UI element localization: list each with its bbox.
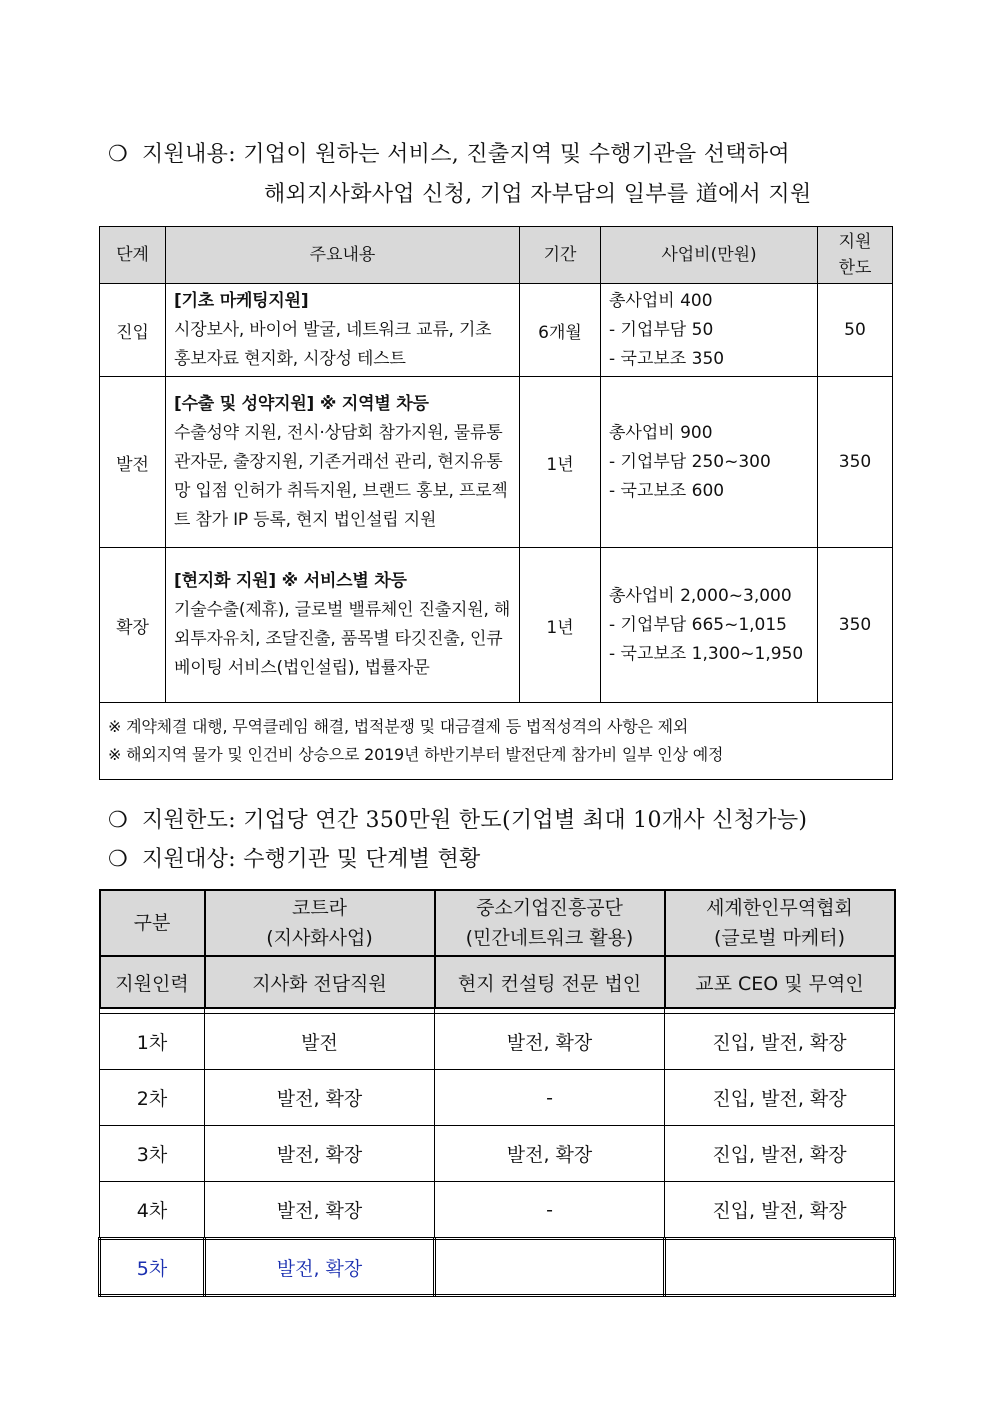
table-row xyxy=(100,377,893,548)
header-stage: 단계 xyxy=(100,227,166,284)
limit-cell: 50 xyxy=(818,284,893,377)
org-okta xyxy=(665,890,895,956)
content-cell xyxy=(166,377,520,548)
header-cost: 사업비(만원) xyxy=(601,227,818,284)
period-cell: 6개월 xyxy=(520,284,601,377)
cost-gov: - 국고보조 600 xyxy=(609,480,725,501)
period-cell: 1년 xyxy=(520,548,601,703)
content-text: 수출성약 지원, 전시·상담회 참가지원, 물류통관자문, 출장지원, 기존거래선 관리, 현지유통망 입점 인허가 취득지원, 브랜드 홍보, 프로젝트 참가 IP 등록, 현지 법인설립 지원 xyxy=(174,422,508,530)
header-limit: 지원 한도 xyxy=(818,227,893,284)
cost-total: 총사업비 2,000~3,000 xyxy=(609,585,792,606)
header-period: 기간 xyxy=(520,227,601,284)
table-row xyxy=(100,1070,895,1126)
round-cell: 5차 xyxy=(100,1239,205,1296)
notes-cell xyxy=(100,703,893,780)
note-line: ※ 계약체결 대행, 무역클레임 해결, 법적분쟁 및 대금결제 등 법적성격의 사항은 제외 xyxy=(108,717,689,736)
table-row xyxy=(100,1182,895,1239)
table-row xyxy=(100,548,893,703)
round-cell: 1차 xyxy=(100,1014,205,1070)
org-name: 코트라 xyxy=(291,897,348,919)
org-name: 중소기업진흥공단 xyxy=(476,897,623,919)
cost-cell xyxy=(601,284,818,377)
org-table xyxy=(98,889,896,1297)
cost-gov: - 국고보조 350 xyxy=(609,348,725,369)
staff-row xyxy=(100,956,895,1008)
stage-cell: 진입 xyxy=(100,284,166,377)
cost-company: - 기업부담 665~1,015 xyxy=(609,614,787,635)
kotra-cell: 발전 xyxy=(205,1014,435,1070)
sbc-cell: - xyxy=(435,1182,665,1239)
kotra-cell: 발전, 확장 xyxy=(205,1182,435,1239)
table-row xyxy=(100,1014,895,1070)
cost-total: 총사업비 900 xyxy=(609,422,713,443)
support-target-heading xyxy=(108,845,481,875)
kotra-cell: 발전, 확장 xyxy=(205,1239,435,1296)
sbc-cell: 발전, 확장 xyxy=(435,1014,665,1070)
staff-label: 지원인력 xyxy=(100,956,205,1008)
table-row xyxy=(100,284,893,377)
cost-company: - 기업부담 250~300 xyxy=(609,451,771,472)
round-cell: 3차 xyxy=(100,1126,205,1182)
notes-row xyxy=(100,703,893,780)
support-limit-text: 지원한도: 기업당 연간 350만원 한도(기업별 최대 10개사 신청가능) xyxy=(142,808,808,833)
header-content: 주요내용 xyxy=(166,227,520,284)
org-sub: (지사화사업) xyxy=(266,927,373,949)
staff-kotra: 지사화 전담직원 xyxy=(205,956,435,1008)
org-name: 세계한인무역협회 xyxy=(706,897,853,919)
period-cell: 1년 xyxy=(520,377,601,548)
okta-cell: 진입, 발전, 확장 xyxy=(665,1014,895,1070)
stage-cell: 발전 xyxy=(100,377,166,548)
okta-cell: 진입, 발전, 확장 xyxy=(665,1070,895,1126)
content-text: 기술수출(제휴), 글로벌 밸류체인 진출지원, 해외투자유치, 조달진출, 품목별 타깃진출, 인큐베이팅 서비스(법인설립), 법률자문 xyxy=(174,600,511,678)
table-row-highlight xyxy=(100,1239,895,1296)
limit-cell: 350 xyxy=(818,377,893,548)
kotra-cell: 발전, 확장 xyxy=(205,1126,435,1182)
stage-cell: 확장 xyxy=(100,548,166,703)
stage-table xyxy=(99,226,893,780)
kotra-cell: 발전, 확장 xyxy=(205,1070,435,1126)
table-row xyxy=(100,1126,895,1182)
okta-cell: 진입, 발전, 확장 xyxy=(665,1126,895,1182)
content-text: 시장보사, 바이어 발굴, 네트워크 교류, 기초 홍보자료 현지화, 시장성 테스트 xyxy=(174,319,492,369)
round-cell: 2차 xyxy=(100,1070,205,1126)
okta-cell: 진입, 발전, 확장 xyxy=(665,1182,895,1239)
org-sbc xyxy=(435,890,665,956)
content-cell xyxy=(166,284,520,377)
round-cell: 4차 xyxy=(100,1182,205,1239)
content-title: [수출 및 성약지원] ※ 지역별 차등 xyxy=(174,393,429,414)
circle-bullet-icon: ❍ xyxy=(108,847,129,872)
staff-sbc: 현지 컨설팅 전문 법인 xyxy=(435,956,665,1008)
org-header-row xyxy=(100,890,895,956)
org-sub: (글로벌 마케터) xyxy=(714,927,845,949)
org-sub: (민간네트워크 활용) xyxy=(465,927,634,949)
support-content-line2: 해외지사화사업 신청, 기업 자부담의 일부를 道에서 지원 xyxy=(264,182,812,207)
circle-bullet-icon: ❍ xyxy=(108,142,129,167)
cost-gov: - 국고보조 1,300~1,950 xyxy=(609,643,804,664)
support-content-line1: 지원내용: 기업이 원하는 서비스, 진출지역 및 수행기관을 선택하여 xyxy=(142,142,790,167)
okta-cell xyxy=(665,1239,895,1296)
org-kotra xyxy=(205,890,435,956)
support-content-heading xyxy=(108,140,790,170)
content-title: [현지화 지원] ※ 서비스별 차등 xyxy=(174,571,407,591)
note-line: ※ 해외지역 물가 및 인건비 상승으로 2019년 하반기부터 발전단계 참가비 일부 인상 예정 xyxy=(108,745,724,764)
support-limit-heading xyxy=(108,806,807,836)
sbc-cell: - xyxy=(435,1070,665,1126)
cost-total: 총사업비 400 xyxy=(609,290,713,311)
header-category: 구분 xyxy=(100,890,205,956)
circle-bullet-icon: ❍ xyxy=(108,808,129,833)
staff-okta: 교포 CEO 및 무역인 xyxy=(665,956,895,1008)
stage-table-header xyxy=(100,227,893,284)
content-title: [기초 마케팅지원] xyxy=(174,290,309,311)
cost-cell xyxy=(601,548,818,703)
content-cell xyxy=(166,548,520,703)
cost-cell xyxy=(601,377,818,548)
sbc-cell: 발전, 확장 xyxy=(435,1126,665,1182)
cost-company: - 기업부담 50 xyxy=(609,319,714,340)
limit-cell: 350 xyxy=(818,548,893,703)
sbc-cell xyxy=(435,1239,665,1296)
support-target-text: 지원대상: 수행기관 및 단계별 현황 xyxy=(142,847,481,872)
